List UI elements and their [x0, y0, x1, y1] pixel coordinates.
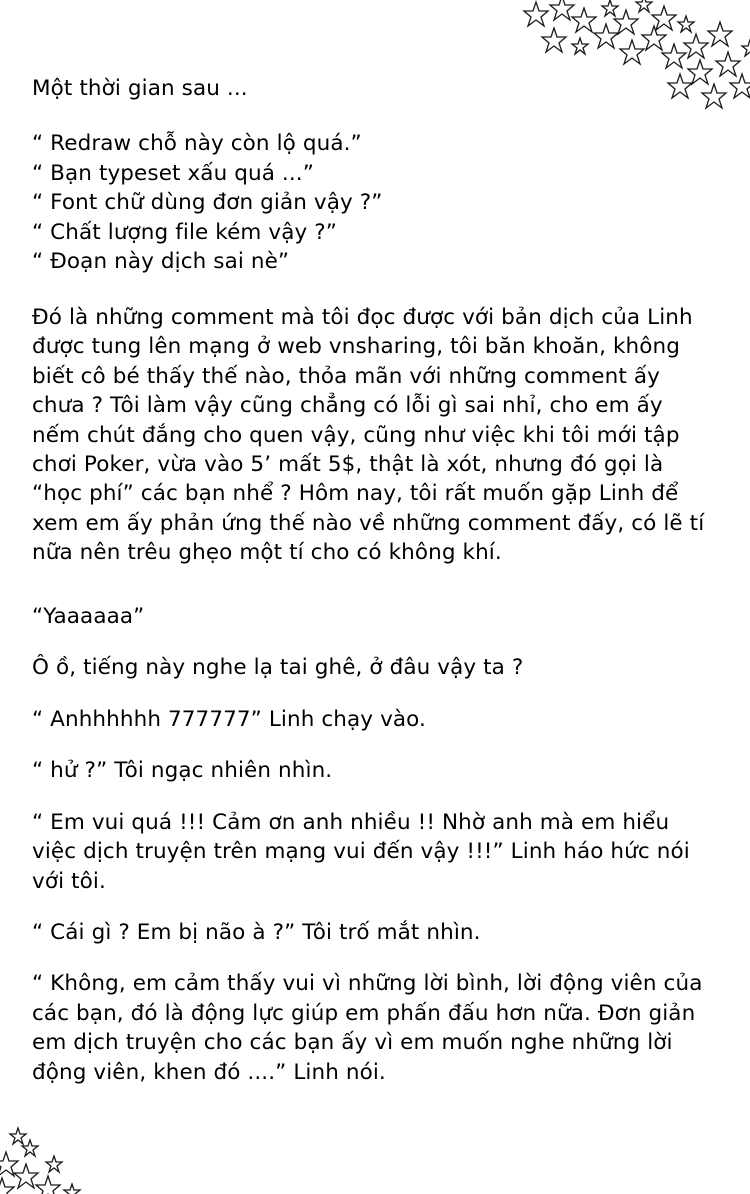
spacer	[32, 734, 716, 756]
comment-line-2: “ Bạn typeset xấu quá ...”	[32, 160, 314, 186]
dialogue-line-3: “ Anhhhhhh 777777” Linh chạy vào.	[32, 706, 426, 732]
spacer	[32, 631, 716, 653]
dialogue-line-1: “Yaaaaaa”	[32, 603, 145, 629]
spacer	[32, 568, 716, 602]
intro-line: Một thời gian sau ...	[32, 76, 248, 101]
comment-line-4: “ Chất lượng file kém vậy ?”	[32, 219, 337, 245]
comment-line-3: “ Font chữ dùng đơn giản vậy ?”	[32, 190, 383, 216]
dialogue-line-4: “ hử ?” Tôi ngạc nhiên nhìn.	[32, 758, 333, 784]
narration-paragraph: Đó là những comment mà tôi đọc được với bản dịch của Linh được tung lên mạng ở web vnsharing, tôi băn khoăn, không biết cô bé thấy thế nào, thỏa mãn với những comment ấy chưa ? Tôi làm vậy cũng chẳng có lỗi gì sai nhỉ, cho em ấy nếm chút đắng cho quen vậy, cũng như việc khi tôi mới tập chơi Poker, vừa vào 5’ mất 5$, thật là xót, nhưng đó gọi là “học phí” các bạn nhể ? Hôm nay, tôi rất muốn gặp Linh để xem em ấy phản ứng thế nào về những comment đấy, có lẽ tí nữa nên trêu ghẹo một tí cho có không khí.	[32, 304, 712, 566]
dialogue-line-2: Ô ồ, tiếng này nghe lạ tai ghê, ở đâu vậy ta ?	[32, 655, 524, 681]
spacer	[32, 896, 716, 918]
dialogue-line-6: “ Cái gì ? Em bị não à ?” Tôi trố mắt nhìn.	[32, 919, 481, 945]
spacer	[32, 947, 716, 969]
dialogue-line-5: “ Em vui quá !!! Cảm ơn anh nhiều !! Nhờ anh mà em hiểu việc dịch truyện trên mạng vui đến vậy !!!” Linh háo hức nói với tôi.	[32, 809, 697, 894]
spacer	[32, 103, 716, 129]
comment-line-5: “ Đoạn này dịch sai nè”	[32, 249, 290, 275]
spacer	[32, 277, 716, 303]
dialogue-line-7: “ Không, em cảm thấy vui vì những lời bình, lời động viên của các bạn, đó là động lực giúp em phấn đấu hơn nữa. Đơn giản em dịch truyện cho các bạn ấy vì em muốn nghe những lời động viên, khen đó ....” Linh nói.	[32, 971, 710, 1085]
spacer	[32, 683, 716, 705]
spacer	[32, 786, 716, 808]
comment-line-1: “ Redraw chỗ này còn lộ quá.”	[32, 131, 362, 157]
